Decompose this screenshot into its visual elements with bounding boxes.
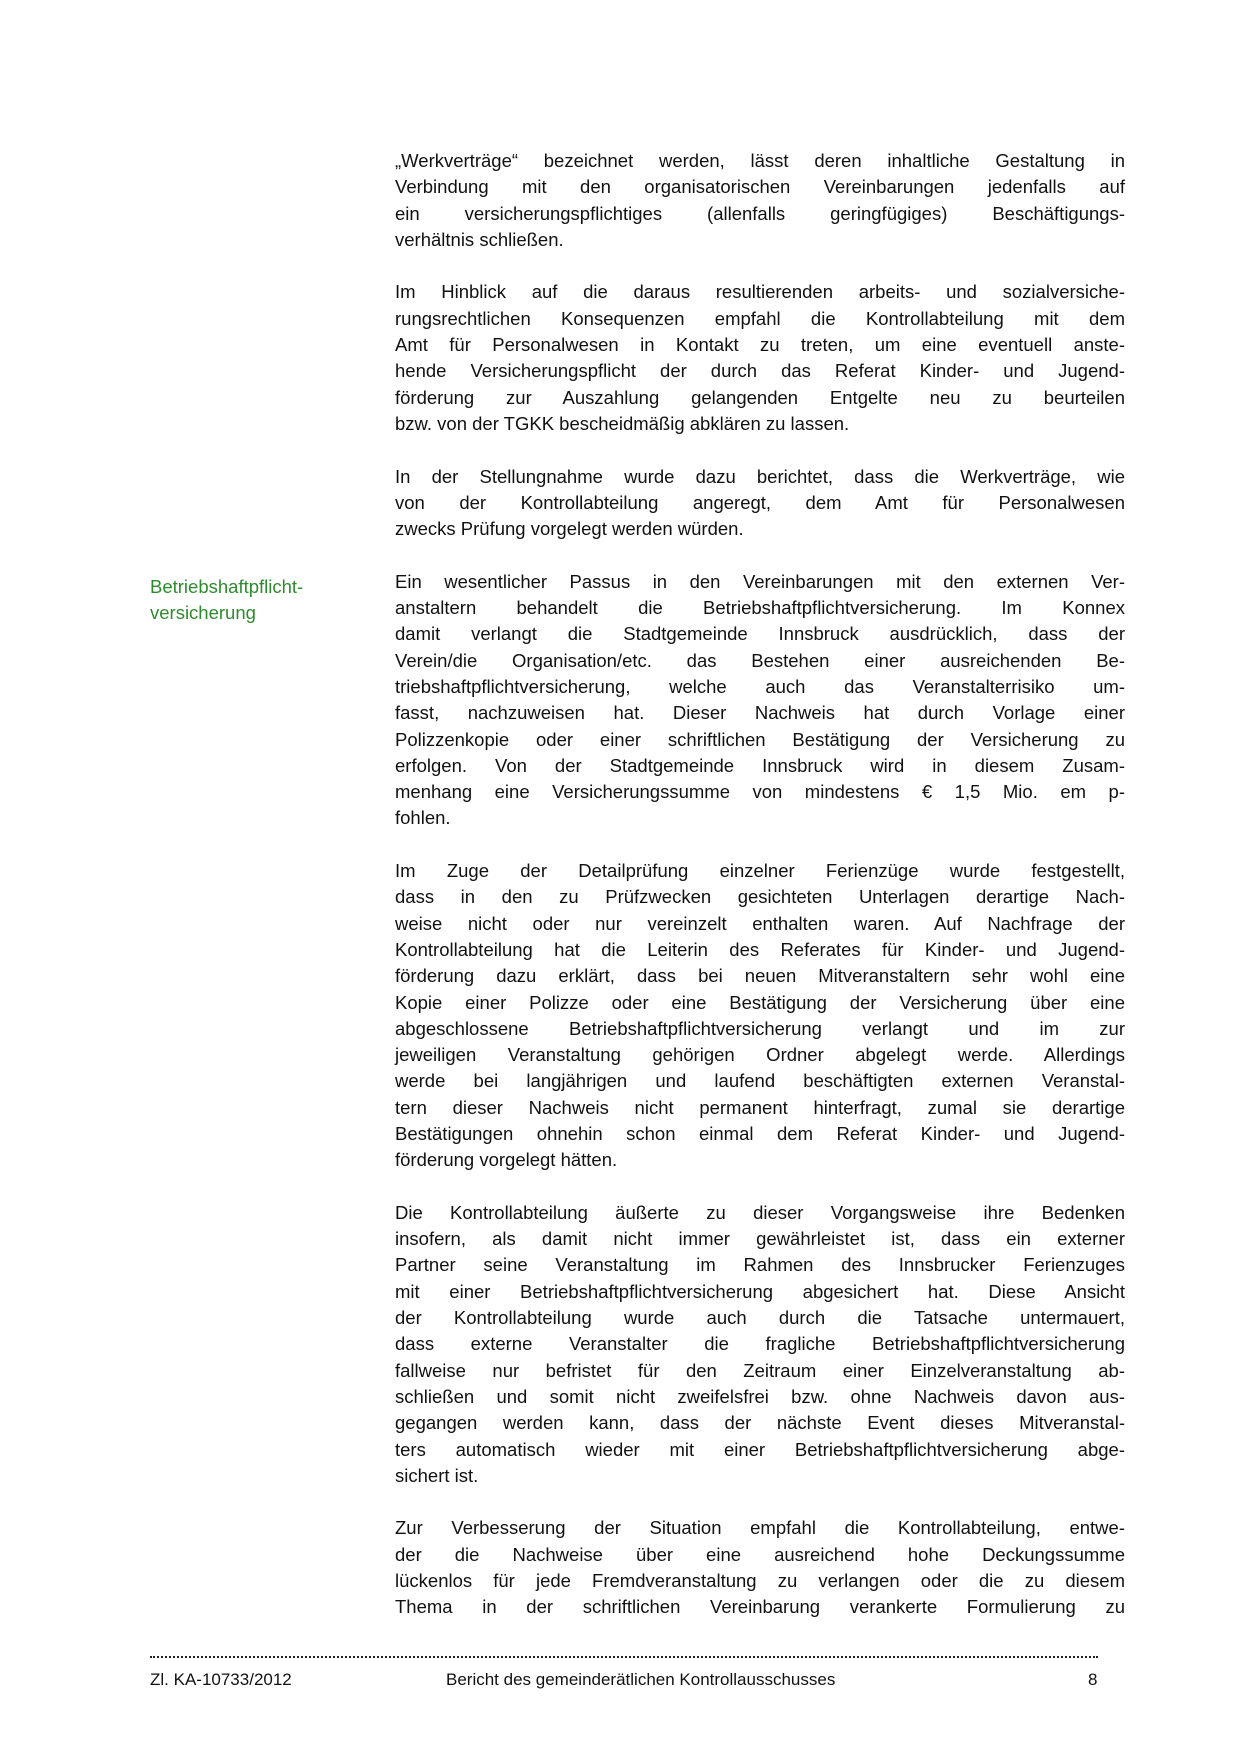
text-line: Polizzenkopie oder einer schriftlichen Bestätigung der Versicherung zu [395, 728, 1125, 750]
text-line: Die Kontrollabteilung äußerte zu dieser Vorgangsweise ihre Bedenken [395, 1201, 1125, 1223]
text-line: Im Hinblick auf die daraus resultierenden arbeits- und sozialversiche- [395, 281, 1125, 303]
footer-title: Bericht des gemeinderätlichen Kontrollausschusses [446, 1670, 836, 1689]
text-line: sichert ist. [395, 1464, 479, 1486]
text-line: menhang eine Versicherungssumme von mindestens € 1,5 Mio. em p- [395, 781, 1125, 803]
body-text [395, 148, 1125, 1647]
text-line: Zur Verbesserung der Situation empfahl die Kontrollabteilung, entwe- [395, 1517, 1125, 1539]
text-line: dass in den zu Prüfzwecken gesichteten Unterlagen derartige Nach- [395, 886, 1125, 908]
footer-divider [150, 1648, 1098, 1658]
text-line: Kopie einer Polizze oder eine Bestätigung der Versicherung über eine [395, 991, 1125, 1013]
text-line: hende Versicherungspflicht der durch das Referat Kinder- und Jugend- [395, 360, 1125, 382]
text-line: mit einer Betriebshaftpflichtversicherung abgesichert hat. Diese Ansicht [395, 1280, 1125, 1302]
text-line: ters automatisch wieder mit einer Betriebshaftpflichtversicherung abge- [395, 1438, 1125, 1460]
text-line: Partner seine Veranstaltung im Rahmen des Innsbrucker Ferienzuges [395, 1254, 1125, 1276]
text-line: Verbindung mit den organisatorischen Vereinbarungen jedenfalls auf [395, 176, 1125, 198]
paragraph [395, 569, 1125, 832]
text-line: der die Nachweise über eine ausreichend hohe Deckungssumme [395, 1543, 1125, 1565]
text-line: tern dieser Nachweis nicht permanent hinterfragt, zumal sie derartige [395, 1096, 1125, 1118]
text-line: dass externe Veranstalter die fragliche Betriebshaftpflichtversicherung [395, 1333, 1125, 1355]
text-line: Ein wesentlicher Passus in den Vereinbarungen mit den externen Ver- [395, 570, 1125, 592]
text-line: verhältnis schließen. [395, 228, 564, 250]
paragraph [395, 1515, 1125, 1620]
text-line: damit verlangt die Stadtgemeinde Innsbruck ausdrücklich, dass der [395, 623, 1125, 645]
text-line: Kontrollabteilung hat die Leiterin des Referates für Kinder- und Jugend- [395, 938, 1125, 960]
text-line: gegangen werden kann, dass der nächste Event dieses Mitveranstal- [395, 1412, 1125, 1434]
text-line: Im Zuge der Detailprüfung einzelner Ferienzüge wurde festgestellt, [395, 860, 1125, 882]
text-line: anstaltern behandelt die Betriebshaftpflichtversicherung. Im Konnex [395, 597, 1125, 619]
text-line: bzw. von der TGKK bescheidmäßig abklären zu lassen. [395, 412, 850, 434]
text-line: förderung vorgelegt hätten. [395, 1149, 618, 1171]
paragraph [395, 464, 1125, 543]
margin-heading-line: Betriebshaftpflicht- [150, 576, 304, 597]
text-line: werde bei langjährigen und laufend beschäftigten externen Veranstal- [395, 1070, 1125, 1092]
text-line: zwecks Prüfung vorgelegt werden würden. [395, 518, 744, 540]
text-line: Amt für Personalwesen in Kontakt zu treten, um eine eventuell anste- [395, 334, 1125, 356]
text-line: fasst, nachzuweisen hat. Dieser Nachweis hat durch Vorlage einer [395, 702, 1125, 724]
text-line: förderung zur Auszahlung gelangenden Entgelte neu zu beurteilen [395, 386, 1125, 408]
text-line: von der Kontrollabteilung angeregt, dem Amt für Personalwesen [395, 491, 1125, 513]
text-line: förderung dazu erklärt, dass bei neuen Mitveranstaltern sehr wohl eine [395, 965, 1125, 987]
paragraph [395, 148, 1125, 253]
text-line: der Kontrollabteilung wurde auch durch die Tatsache untermauert, [395, 1307, 1125, 1329]
text-line: jeweiligen Veranstaltung gehörigen Ordner abgelegt werde. Allerdings [395, 1044, 1125, 1066]
text-line: triebshaftpflichtversicherung, welche auch das Veranstalterrisiko um- [395, 675, 1125, 697]
text-line: Verein/die Organisation/etc. das Bestehen einer ausreichenden Be- [395, 649, 1125, 671]
text-line: rungsrechtlichen Konsequenzen empfahl die Kontrollabteilung mit dem [395, 307, 1125, 329]
text-line: insofern, als damit nicht immer gewährleistet ist, dass ein externer [395, 1228, 1125, 1250]
footer-reference: Zl. KA-10733/2012 [150, 1670, 292, 1689]
paragraph [395, 1200, 1125, 1489]
page-number: 8 [1088, 1670, 1098, 1689]
text-line: „Werkverträge“ bezeichnet werden, lässt deren inhaltliche Gestaltung in [395, 150, 1125, 171]
paragraph [395, 858, 1125, 1174]
text-line: In der Stellungnahme wurde dazu berichtet, dass die Werkverträge, wie [395, 465, 1125, 487]
text-line: ein versicherungspflichtiges (allenfalls geringfügiges) Beschäftigungs- [395, 202, 1125, 224]
margin-heading-line: versicherung [150, 602, 256, 624]
text-line: fallweise nur befristet für den Zeitraum einer Einzelveranstaltung ab- [395, 1359, 1125, 1381]
paragraph [395, 279, 1125, 437]
text-line: Bestätigungen ohnehin schon einmal dem Referat Kinder- und Jugend- [395, 1122, 1125, 1144]
text-line: schließen und somit nicht zweifelsfrei bzw. ohne Nachweis davon aus- [395, 1385, 1125, 1407]
text-line: abgeschlossene Betriebshaftpflichtversicherung verlangt und im zur [395, 1017, 1125, 1039]
text-line: Thema in der schriftlichen Vereinbarung verankerte Formulierung zu [395, 1596, 1125, 1618]
text-line: fohlen. [395, 807, 451, 829]
margin-heading [150, 574, 303, 627]
text-line: weise nicht oder nur vereinzelt enthalten waren. Auf Nachfrage der [395, 912, 1125, 934]
text-line: lückenlos für jede Fremdveranstaltung zu verlangen oder die zu diesem [395, 1570, 1125, 1592]
text-line: erfolgen. Von der Stadtgemeinde Innsbruck wird in diesem Zusam- [395, 754, 1125, 776]
